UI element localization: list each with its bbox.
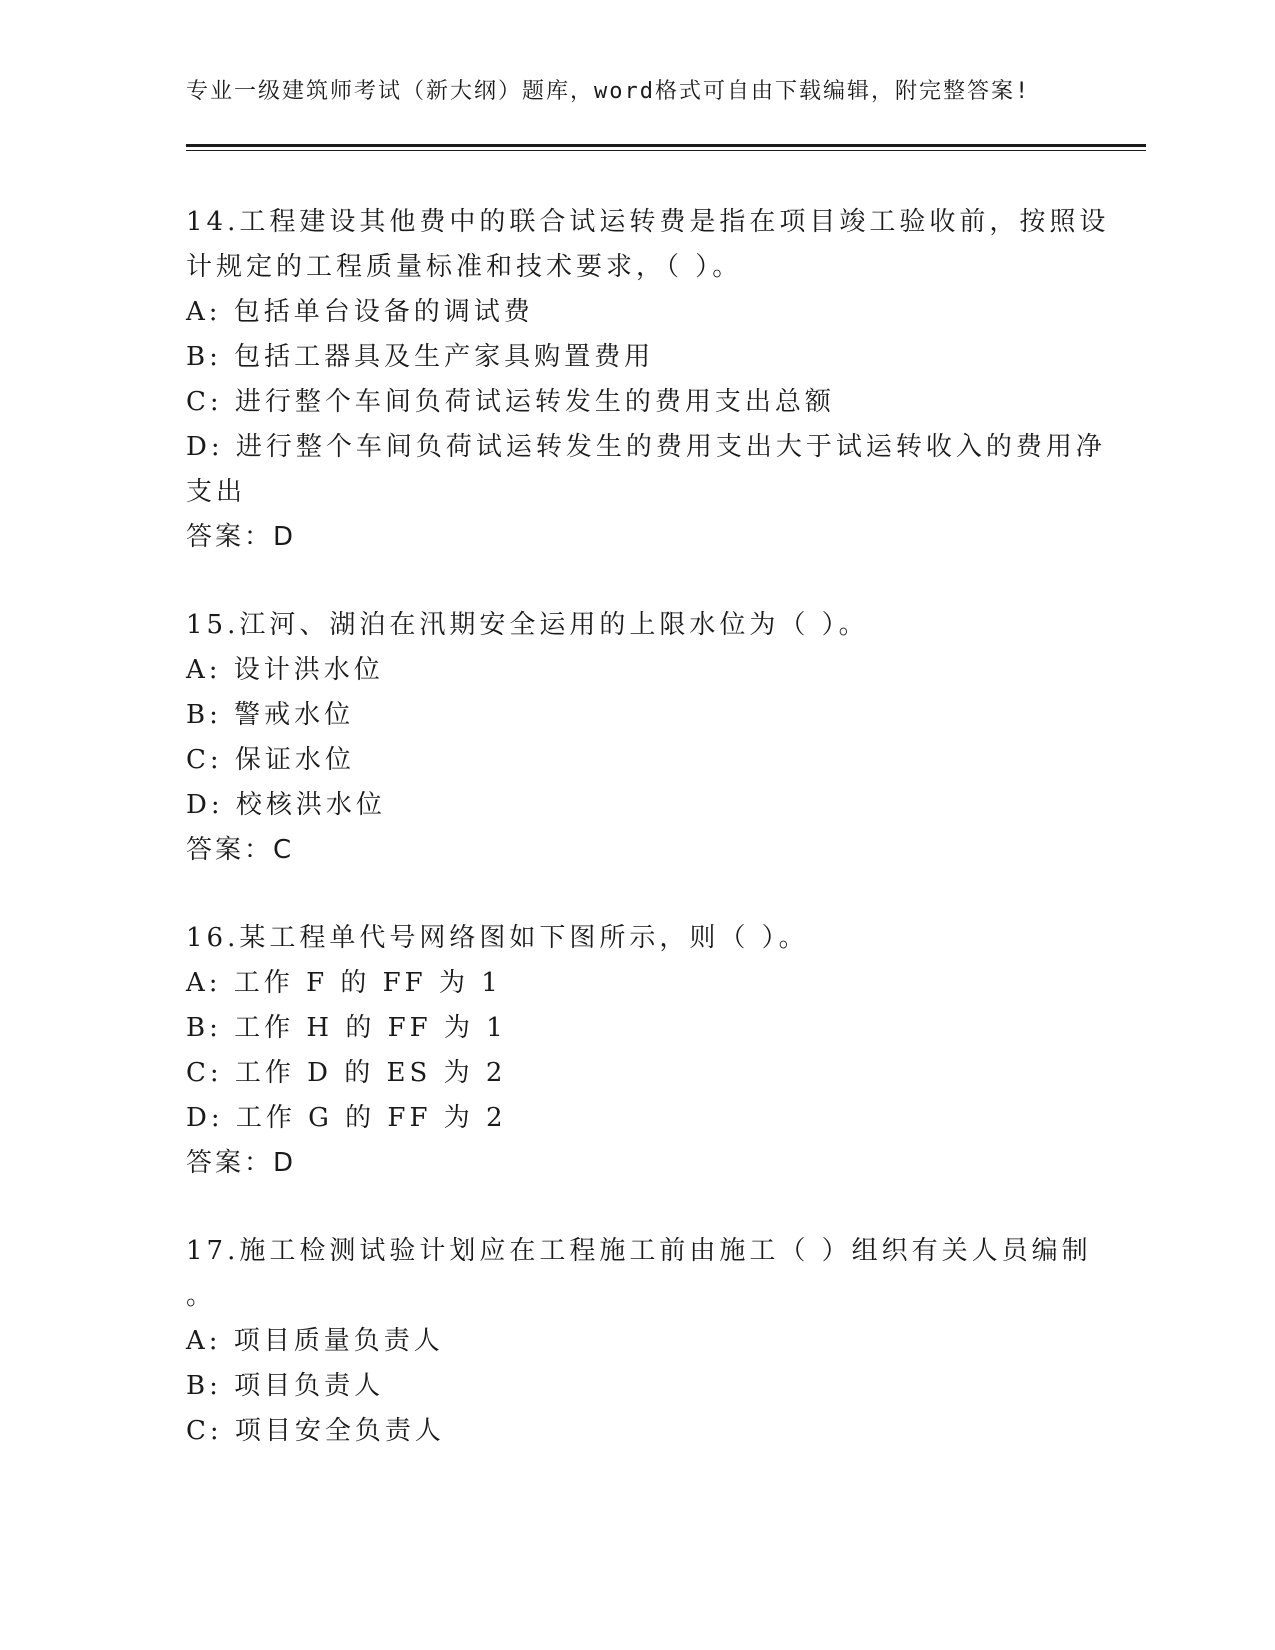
option-a: A: 项目质量负责人 <box>186 1326 444 1356</box>
header-divider <box>186 144 1146 147</box>
option-c: C: 工作 D 的 ES 为 2 <box>186 1058 507 1088</box>
question-stem: 14.工程建设其他费中的联合试运转费是指在项目竣工验收前，按照设 <box>186 207 1110 237</box>
question-item <box>186 916 1066 1186</box>
option-a: A: 工作 F 的 FF 为 1 <box>186 968 502 998</box>
answer-line: 答案：D <box>186 522 297 552</box>
answer-line: 答案：C <box>186 835 295 865</box>
option-d-continued: 支出 <box>186 477 247 507</box>
answer-line: 答案：D <box>186 1148 297 1178</box>
option-b: B: 项目负责人 <box>186 1371 385 1401</box>
option-a: A: 包括单台设备的调试费 <box>186 297 534 327</box>
question-item <box>186 200 1110 560</box>
option-c: C: 保证水位 <box>186 745 355 775</box>
option-d: D: 进行整个车间负荷试运转发生的费用支出大于试运转收入的费用净 <box>186 432 1106 462</box>
option-d: D: 校核洪水位 <box>186 790 386 820</box>
option-d: D: 工作 G 的 FF 为 2 <box>186 1103 507 1133</box>
option-c: C: 进行整个车间负荷试运转发生的费用支出总额 <box>186 387 835 417</box>
option-b: B: 包括工器具及生产家具购置费用 <box>186 342 655 372</box>
question-item <box>186 603 1066 873</box>
option-b: B: 工作 H 的 FF 为 1 <box>186 1013 507 1043</box>
question-item <box>186 1229 1092 1454</box>
question-stem: 15.江河、湖泊在汛期安全运用的上限水位为（ ）。 <box>186 610 869 640</box>
question-stem: 17.施工检测试验计划应在工程施工前由施工（ ）组织有关人员编制 <box>186 1236 1092 1266</box>
question-stem: 计规定的工程质量标准和技术要求，（ ）。 <box>186 252 743 282</box>
page-header-title: 专业一级建筑师考试（新大纲）题库，word格式可自由下载编辑，附完整答案! <box>186 79 1031 104</box>
question-stem: 。 <box>186 1281 217 1311</box>
question-list <box>186 200 1110 1497</box>
question-stem: 16.某工程单代号网络图如下图所示，则（ ）。 <box>186 923 809 953</box>
option-b: B: 警戒水位 <box>186 700 355 730</box>
option-c: C: 项目安全负责人 <box>186 1416 445 1446</box>
option-a: A: 设计洪水位 <box>186 655 384 685</box>
